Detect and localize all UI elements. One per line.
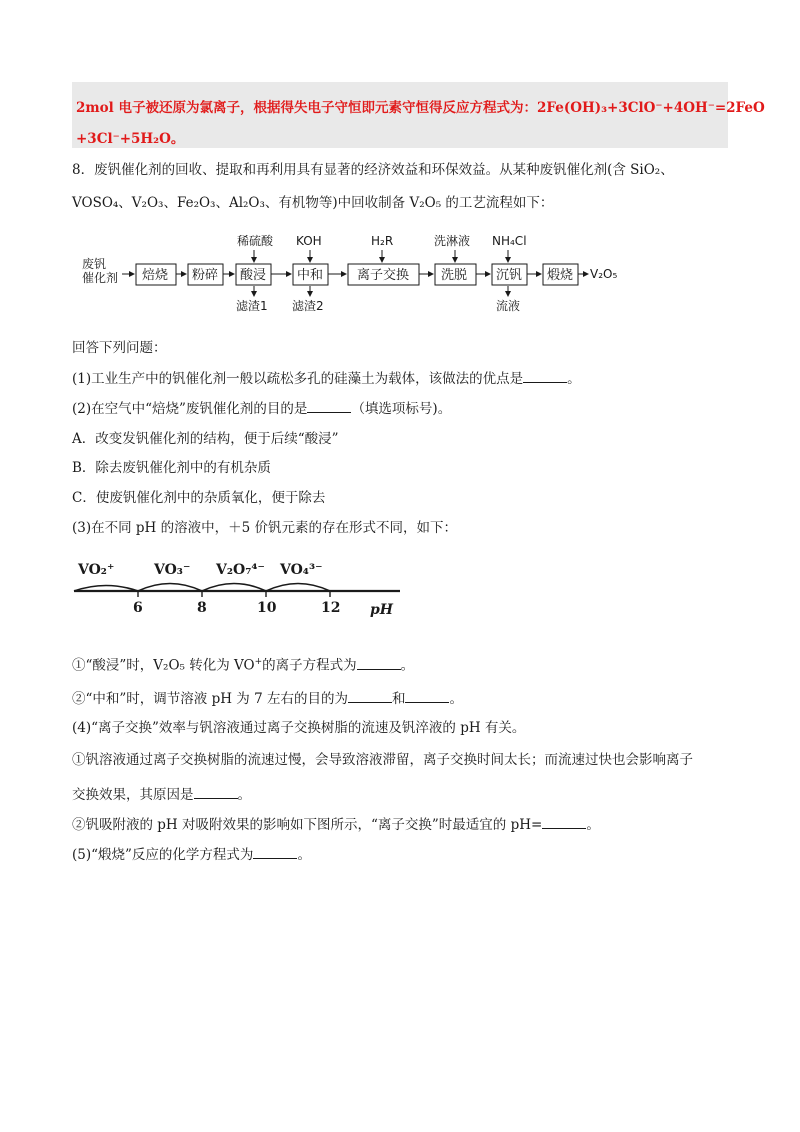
ph-species-vo3: VO₃⁻ — [154, 562, 191, 578]
answer-blank — [307, 398, 351, 413]
superscript-charge: + — [254, 657, 263, 667]
flow-step-neutralize: 中和 — [297, 268, 324, 283]
question-4-2-text: ②钒吸附液的 pH 对吸附效果的影响如下图所示，“离子交换”时最适宜的 pH= — [72, 817, 543, 833]
question-1-text: (1)工业生产中的钒催化剂一般以疏松多孔的硅藻土为载体，该做法的优点是 — [72, 371, 524, 387]
answer-blank — [357, 655, 401, 670]
ph-species-vo4: VO₄³⁻ — [280, 562, 323, 578]
answer-blank — [253, 844, 297, 859]
flow-step-roast: 焙烧 — [142, 268, 169, 283]
question-3-1-post: 的离子方程式为 — [262, 657, 357, 674]
flow-reagent-eluent: 洗淋液 — [434, 234, 471, 248]
answer-prompt: 回答下列问题： — [72, 340, 167, 356]
question-2 — [72, 398, 451, 419]
ph-arcs — [74, 584, 330, 592]
flow-step-precipitate: 沉钒 — [496, 268, 523, 283]
question-1 — [72, 368, 581, 389]
flow-output-residue-1: 滤渣1 — [236, 299, 268, 313]
question-3-1-pre: ①“酸浸”时，V₂O₅ 转化为 VO — [72, 657, 255, 674]
question-3-2-pre: ②“中和”时，调节溶液 pH 为 7 左右的目的为 — [72, 691, 348, 707]
flow-output-residue-2: 滤渣2 — [292, 299, 324, 313]
answer-blank — [542, 814, 586, 829]
answer-line-1: 2mol 电子被还原为氯离子，根据得失电子守恒即元素守恒得反应方程式为：2Fe(OH)₃+3ClO⁻+4OH⁻=2FeO — [76, 100, 765, 116]
flow-start-label-1: 废钒 — [82, 257, 107, 271]
question-5 — [72, 844, 311, 865]
question-3: (3)在不同 pH 的溶液中，＋5 价钒元素的存在形式不同，如下： — [72, 520, 457, 536]
question-4-2 — [72, 814, 600, 835]
question-4-1-line-2-text: 交换效果，其原因是 — [72, 787, 194, 803]
flow-reagent-h2r: H₂R — [371, 234, 394, 248]
question-3-2-mid: 和 — [391, 691, 406, 707]
ph-species-v2o7: V₂O₇⁴⁻ — [216, 562, 265, 578]
question-4-1-line-2 — [72, 784, 251, 805]
answer-blank — [523, 368, 567, 383]
question-2-text: (2)在空气中“焙烧”废钒催化剂的目的是 — [72, 401, 308, 417]
option-b: B．除去废钒催化剂中的有机杂质 — [72, 460, 271, 476]
ph-species-vo2: VO₂⁺ — [78, 562, 115, 578]
flow-product: V₂O₅ — [590, 267, 618, 281]
ph-tick-10: 10 — [257, 600, 277, 616]
option-c: C．使废钒催化剂中的杂质氧化，便于除去 — [72, 490, 326, 506]
flow-reagent-koh: KOH — [296, 234, 322, 248]
question-2-tail: （填选项标号)。 — [351, 401, 452, 417]
flow-step-calcine: 煅烧 — [547, 268, 574, 283]
flow-reagent-sulfuric-acid: 稀硫酸 — [237, 234, 274, 248]
question-3-1 — [72, 652, 414, 676]
question-3-2 — [72, 688, 463, 709]
flow-output-liquid: 流液 — [496, 299, 521, 313]
flow-step-crush: 粉碎 — [192, 268, 219, 283]
question-4: (4)“离子交换”效率与钒溶液通过离子交换树脂的流速及钒淬液的 pH 有关。 — [72, 720, 526, 736]
period: 。 — [237, 787, 251, 803]
question-5-text: (5)“煅烧”反应的化学方程式为 — [72, 847, 254, 863]
period: 。 — [567, 371, 581, 387]
period: 。 — [297, 847, 311, 863]
answer-line-2: +3Cl⁻+5H₂O。 — [76, 131, 185, 147]
ph-axis-label: pH — [370, 602, 394, 618]
process-flowchart — [72, 230, 632, 320]
flow-step-acid-leach: 酸浸 — [240, 268, 267, 283]
question-4-1-line-1: ①钒溶液通过离子交换树脂的流速过慢，会导致溶液滞留，离子交换时间太长；而流速过快也会影响离子 — [72, 752, 693, 768]
ph-tick-8: 8 — [197, 600, 207, 616]
ph-tick-12: 12 — [321, 600, 341, 616]
flow-reagent-nh4cl: NH₄Cl — [492, 234, 527, 248]
answer-blank — [348, 688, 392, 703]
ph-tick-6: 6 — [133, 600, 143, 616]
question-intro-line-1: 8．废钒催化剂的回收、提取和再利用具有显著的经济效益和环保效益。从某种废钒催化剂(含 SiO₂、 — [72, 162, 674, 178]
answer-blank — [405, 688, 449, 703]
period: 。 — [586, 817, 600, 833]
period: 。 — [400, 657, 415, 674]
question-intro-line-2: VOSO₄、V₂O₃、Fe₂O₃、Al₂O₃、有机物等)中回收制备 V₂O₅ 的工艺流程如下： — [72, 195, 554, 211]
ph-speciation-diagram — [72, 552, 402, 622]
flow-step-elute: 洗脱 — [441, 268, 468, 283]
flow-start-label-2: 催化剂 — [82, 271, 119, 285]
flow-step-ion-exchange: 离子交换 — [357, 268, 410, 283]
option-a: A．改变发钒催化剂的结构，便于后续“酸浸” — [72, 431, 339, 447]
answer-blank — [194, 784, 238, 799]
period: 。 — [449, 691, 463, 707]
